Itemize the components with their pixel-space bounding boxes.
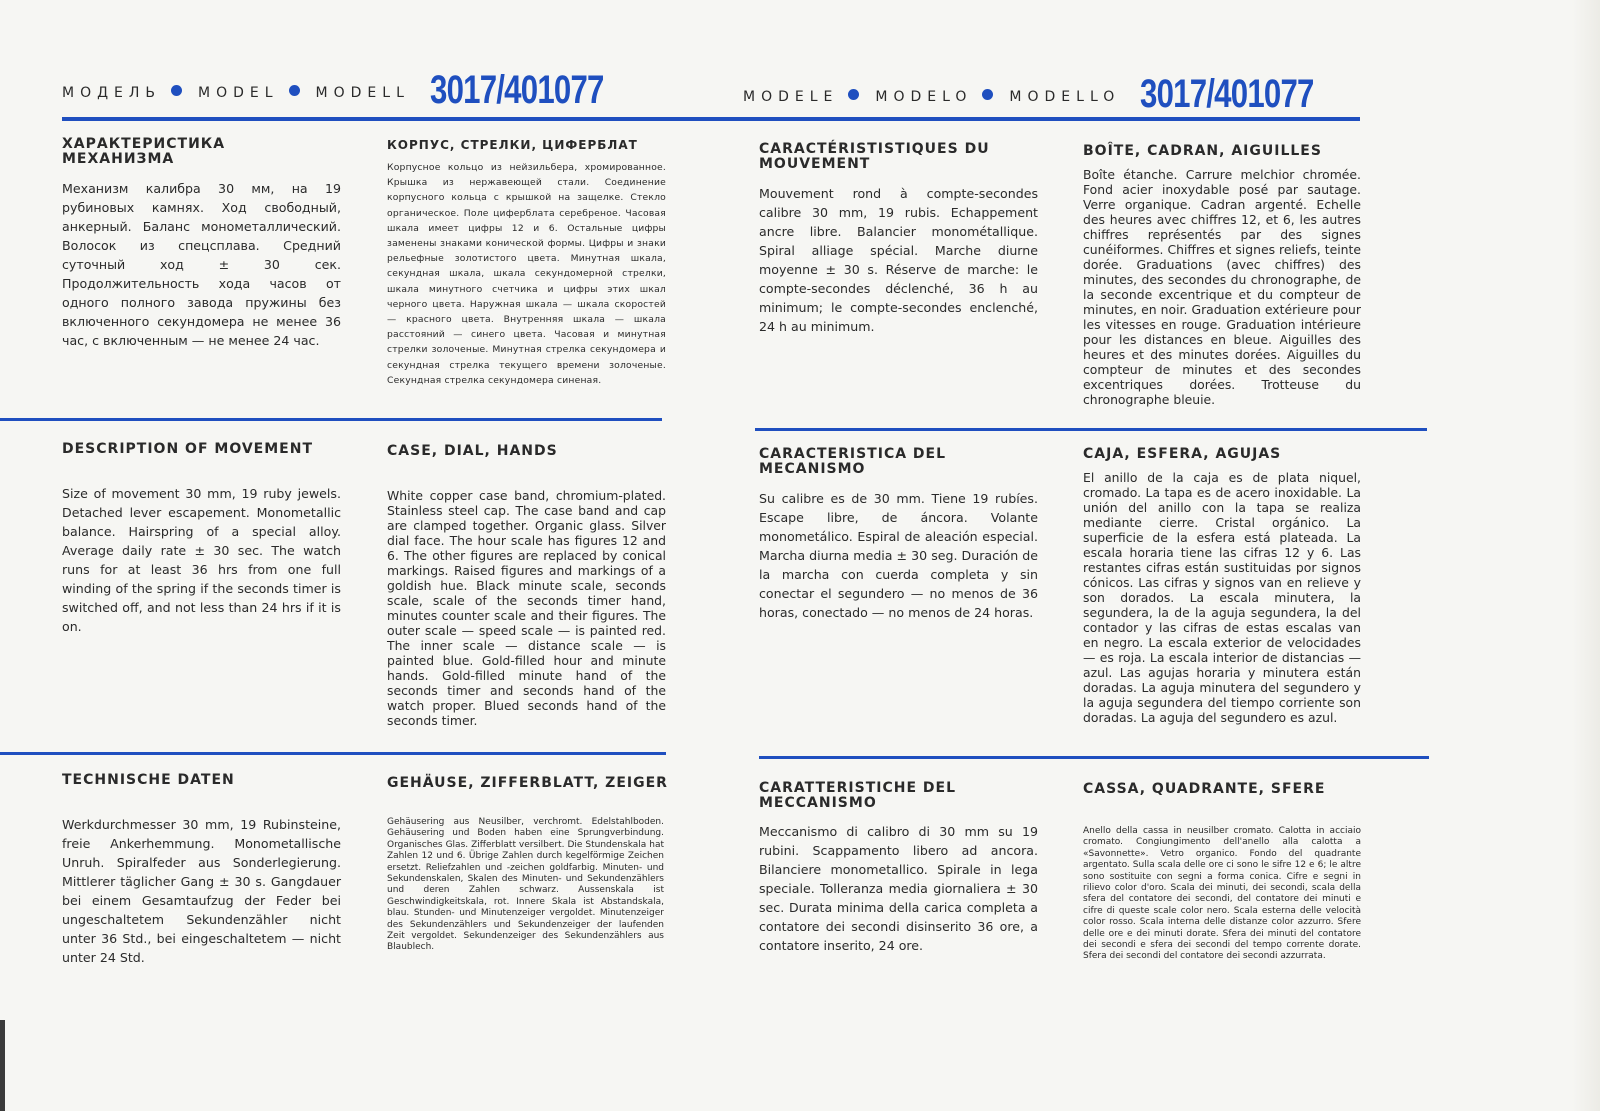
model-number-right: 3017/401077 xyxy=(1140,72,1314,116)
ru-movement-heading: ХАРАКТЕРИСТИКА МЕХАНИЗМА xyxy=(62,136,226,167)
es-case-text: El anillo de la caja es de plata niquel, cromado. La tapa es de acero inoxidable. La unión del anillo con la tapa se realiza mediante cierre. Cristal orgánico. La superficie de la esfera está plateada. La escala horaria tiene las cifras 12 y 6. Las restantes cifras están sustituidas por signos cónicos. Las cifras y signos van en relieve y son dorados. La escala minutera, la segundera, la de la aguja segundera, la del contador y las cifras de estas escalas van en negro. La escala exterior de velocidades — es roja. La escala interior de distancias — azul. Las agujas horaria y minutera están doradas. La aguja minutera del segundero y la aguja segundera del tiempo corriente son doradas. La aguja del segundero es azul. xyxy=(1083,470,1361,725)
fr-case-text: Boîte étanche. Carrure melchior chromée. Fond acier inoxydable posé par sautage. Verre organique. Cadran argenté. Echelle des heures avec chiffres 12, et 6, les autres chiffres représentés par des signes cunéiformes. Chiffres et signes reliefs, teinte dorée. Graduations (avec chiffres) des minutes, des secondes du chronographe, de la seconde excentrique et du compteur de minutes, en noir. Graduation extérieure pour les vitesses en rouge. Graduation intérieure pour les distances en bleue. Aiguilles des heures et des minutes dorées. Aiguilles du compteur de minutes et des secondes excentriques dorées. Trotteuse du chronographe bleuie. xyxy=(1083,167,1361,407)
it-case-heading: CASSA, QUADRANTE, SFERE xyxy=(1083,781,1326,797)
model-word-de: MODELL xyxy=(315,85,410,101)
en-movement-text: Size of movement 30 mm, 19 ruby jewels. Detached lever escapement. Monometallic balance. Hairspring of a special alloy. Average daily rate ± 30 sec. The watch runs for at least 36 hrs from one full winding of the spring if the seconds timer is switched off, and not less than 24 hrs if it is on. xyxy=(62,486,341,634)
it-movement-text: Meccanismo di calibro di 30 mm su 19 rubini. Scappamento libero ad ancora. Bilanciere monometallico. Spirale in lega speciale. Tolleranza media giornaliera ± 30 sec. Durata minima della carica completa a contatore dei secondi disinserito 36 ore, a contatore inserito, 24 ore. xyxy=(759,824,1038,953)
ru-movement-text: Механизм калибра 30 мм, на 19 рубиновых камнях. Ход свободный, анкерный. Баланс монометаллический. Волосок из спецсплава. Средний суточный ход ± 30 сек. Продолжительность хода часов от одного полного завода пружины без включенного секундомера не менее 36 час, с включенным — не менее 24 час. xyxy=(62,181,341,348)
ru-case-heading: КОРПУС, СТРЕЛКИ, ЦИФЕРБЛАТ xyxy=(387,138,638,152)
bullet-dot xyxy=(171,85,182,96)
divider-top xyxy=(62,117,1360,121)
es-movement-text: Su calibre es de 30 mm. Tiene 19 rubíes. Escape libre, de áncora. Volante monometálico. Espiral de aleación especial. Marcha diurna media ± 30 seg. Duración de la marcha con cuerda completa y sin conectar el segundero — no menos de 36 horas, conectado — no menos de 24 horas. xyxy=(759,491,1038,620)
bullet-dot xyxy=(289,85,300,96)
fr-movement-heading: CARACTÉRISTISTIQUES DU MOUVEMENT xyxy=(759,141,990,172)
scan-edge-mark xyxy=(0,1020,5,1111)
page-edge-shadow xyxy=(1572,0,1600,1111)
fr-movement-text: Mouvement rond à compte-secondes calibre 30 mm, 19 rubis. Echappement ancre libre. Balancier monométallique. Spiral alliage spécial. Marche diurne moyenne ± 30 s. Réserve de marche: le compte-secondes déclenché, 36 h au minimum; le compte-secondes enclenché, 24 h au minimum. xyxy=(759,186,1038,334)
it-movement-heading: CARATTERISTICHE DEL MECCANISMO xyxy=(759,780,956,811)
es-case-heading: CAJA, ESFERA, AGUJAS xyxy=(1083,446,1282,462)
model-word-ru: МОДЕЛЬ xyxy=(62,85,162,101)
de-case-heading: GEHÄUSE, ZIFFERBLATT, ZEIGER xyxy=(387,775,668,791)
model-word-it: MODELLO xyxy=(1009,89,1121,105)
divider-right-2 xyxy=(759,756,1429,759)
de-movement-text: Werkdurchmesser 30 mm, 19 Rubinsteine, freie Ankerhemmung. Monometallische Unruh. Spiralfeder aus Sonderlegierung. Mittlerer täglicher Gang ± 30 s. Gangdauer bei einem Gesamtaufzug der Feder bei ungeschaltetem Sekundenzähler nicht unter 36 Std., bei eingeschaltetem — nicht unter 24 Std. xyxy=(62,817,341,965)
it-case-text: Anello della cassa in neusilber cromato. Calotta in acciaio cromato. Congiungimento dell'anello alla calotta a «Savonnette». Vetro organico. Fondo del quadrante argentato. Sulla scala delle ore ci sono le sifre 12 e 6; le altre sono sostituite con segni a forma conica. Cifre e segni in rilievo color d'oro. Scala dei minuti, dei secondi, scala della sfera del contatore dei secondi, del contatore dei minuti e cifre di queste scale color nero. Scala esterna delle velocità color rosso. Scala interna delle distanze color azzurro. Sfere delle ore e dei minuti dorate. Sfera dei minuti del contatore dei secondi e sfera dei secondi del tempo corrente dorate. Sfera dei secondi del contatore dei secondi azzurrata. xyxy=(1083,826,1361,962)
en-case-text: White copper case band, chromium-plated. Stainless steel cap. The case band and cap are clamped together. Organic glass. Silver dial face. The hour scale has figures 12 and 6. The other figures are replaced by conical markings. Raised figures and markings of a goldish hue. Black minute scale, seconds scale, scale of the seconds timer hand, minutes counter scale and their figures. The outer scale — speed scale — is painted red. The inner scale — distance scale — is painted blue. Gold-filled hour and minute hands. Gold-filled minute hand of the seconds timer and seconds hand of the watch proper. Blued seconds hand of the seconds timer. xyxy=(387,488,666,728)
model-word-en: MODEL xyxy=(198,85,279,101)
model-number-left: 3017/401077 xyxy=(429,68,604,112)
en-case-heading: CASE, DIAL, HANDS xyxy=(387,443,558,459)
model-word-fr: MODELE xyxy=(743,89,839,105)
bullet-dot xyxy=(848,89,859,100)
header-left xyxy=(62,62,652,112)
divider-right-1 xyxy=(755,428,1427,431)
es-movement-heading: CARACTERISTICA DEL MECANISMO xyxy=(759,446,947,477)
model-word-es: MODELO xyxy=(875,89,973,105)
de-case-text: Gehäusering aus Neusilber, verchromt. Edelstahlboden. Gehäusering und Boden haben eine Sprungverbindung. Organisches Glas. Zifferblatt versilbert. Die Stundenskala hat Zahlen 12 und 6. Übrige Zahlen durch kegelförmige Zeichen ersetzt. Reliefzahlen und -zeichen goldfarbig. Minuten- und Sekundenskalen, Skalen des Minuten- und Sekundenzählers und deren Zahlen schwarz. Aussenskala ist Geschwindigkeitskala, rot. Innere Skala ist Abstandskala, blau. Stunden- und Minutenzeiger vergoldet. Minutenzeiger des Sekundenzählers und Sekundenzeiger der laufenden Zeit vergoldet. Sekundenzeiger des Sekundenzählers aus Blaublech. xyxy=(387,817,664,953)
fr-case-heading: BOÎTE, CADRAN, AIGUILLES xyxy=(1083,143,1322,159)
en-movement-heading: DESCRIPTION OF MOVEMENT xyxy=(62,441,313,457)
divider-left-2 xyxy=(0,752,666,755)
ru-case-text: Корпусное кольцо из нейзильбера, хромированное. Крышка из нержавеющей стали. Соединение корпусного кольца с крышкой на защелке. Стекло органическое. Поле циферблата серебреное. Часовая шкала имеет цифры 12 и 6. Остальные цифры заменены знаками конической формы. Цифры и знаки рельефные золотистого цвета. Минутная шкала, секундная шкала, шкала секундомерной стрелки, шкала минутного счетчика и цифры этих шкал черного цвета. Наружная шкала — шкала скоростей — красного цвета. Внутренняя шкала — шкала расстояний — синего цвета. Часовая и минутная стрелки золоченые. Минутная стрелка секундомера и секундная стрелка текущего времени золоченые. Секундная стрелка секундомера синеная. xyxy=(387,162,666,386)
de-movement-heading: TECHNISCHE DATEN xyxy=(62,772,235,788)
bullet-dot xyxy=(982,89,993,100)
header-right xyxy=(743,66,1363,116)
divider-left-1 xyxy=(0,418,662,421)
